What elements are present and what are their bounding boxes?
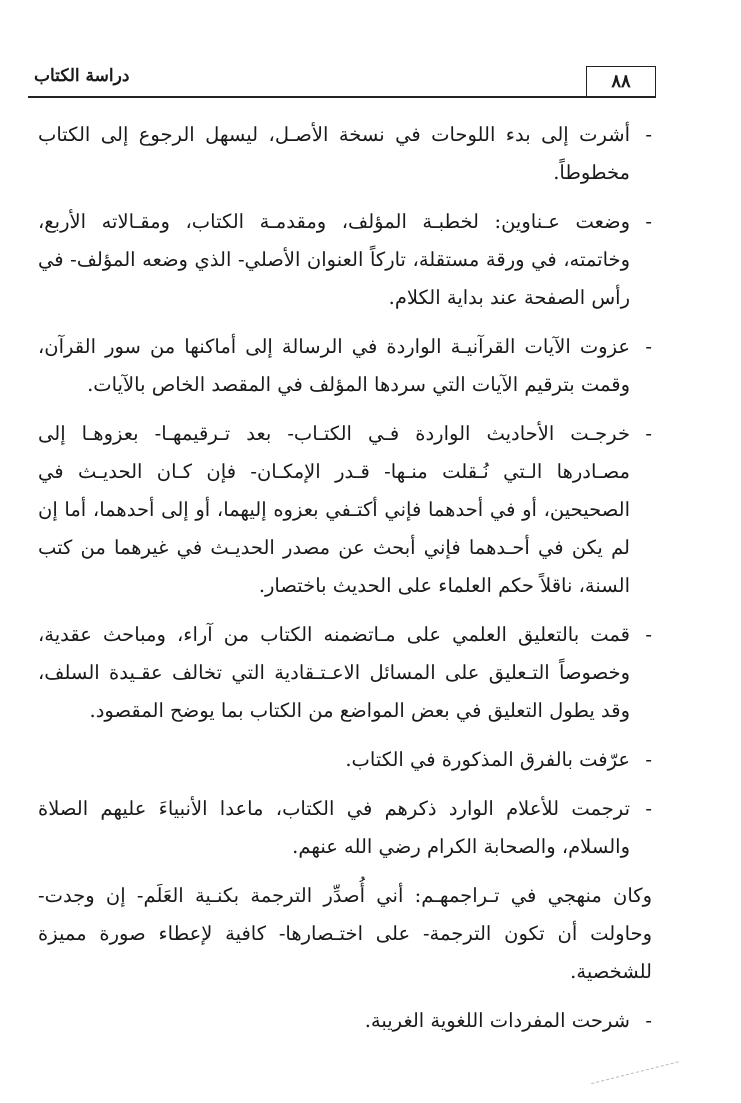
paragraph-item bbox=[38, 1002, 652, 1040]
paragraph-text: خرجـت الأحاديث الواردة فـي الكتـاب- بعد تـرقيمهـا- بعزوهـا إلى مصـادرها الـتي نُـقلت منـها- قـدر الإمكـان- فإن كـان الحديـث في الصحيحين، أو في أحدهما فإني أكتـفي بعزوه إليهما، أو إلى أحدهما، أما إن لم يكن في أحـدهما فإني أبحث عن مصدر الحديـث في غيرهما من كتب السنة، ناقلاً حكم العلماء على الحديث باختصار. bbox=[38, 422, 630, 597]
paragraph-item bbox=[38, 616, 652, 730]
body-text bbox=[38, 116, 652, 1051]
bullet-dash: - bbox=[645, 335, 652, 358]
paragraph-text: أشرت إلى بدء اللوحات في نسخة الأصـل، ليسهل الرجوع إلى الكتاب مخطوطاً. bbox=[38, 123, 630, 184]
scan-mark bbox=[591, 1061, 683, 1103]
paragraph-item bbox=[38, 203, 652, 317]
running-title: دراسة الكتاب bbox=[34, 66, 130, 86]
bullet-dash: - bbox=[645, 623, 652, 646]
bullet-dash: - bbox=[645, 1009, 652, 1032]
paragraph-text: وضعت عـناوين: لخطبـة المؤلف، ومقدمـة الكتاب، ومقـالاته الأربع، وخاتمته، في ورقة مستقلة، تاركاً العنوان الأصلي- الذي وضعه المؤلف- في رأس الصفحة عند بداية الكلام. bbox=[38, 210, 630, 309]
bullet-dash: - bbox=[645, 797, 652, 820]
paragraph-text: قمت بالتعليق العلمي على مـاتضمنه الكتاب من آراء، ومباحث عقدية، وخصوصاً التـعليق على المسائل الاعـتـقادية التي تخالف عقـيدة السلف، وقد يطول التعليق في بعض المواضع من الكتاب بما يوضح المقصود. bbox=[38, 623, 630, 722]
paragraph-item bbox=[38, 790, 652, 866]
paragraph-item bbox=[38, 116, 652, 192]
paragraph-text: ترجمت للأعلام الوارد ذكرهم في الكتاب، ماعدا الأنبياءَ عليهم الصلاة والسلام، والصحابة الكرام رضي الله عنهم. bbox=[38, 797, 630, 858]
paragraph-text: عرّفت بالفرق المذكورة في الكتاب. bbox=[345, 748, 630, 771]
bullet-dash: - bbox=[645, 210, 652, 233]
paragraph-item bbox=[38, 741, 652, 779]
paragraph-text: عزوت الآيات القرآنيـة الواردة في الرسالة إلى أماكنها من سور القرآن، وقمت بترقيم الآيات التي سردها المؤلف في المقصد الخاص بالآيات. bbox=[38, 335, 630, 396]
header-rule bbox=[28, 96, 656, 98]
page-number: ٨٨ bbox=[586, 66, 656, 97]
paragraph-text: شرحت المفردات اللغوية الغريبة. bbox=[364, 1009, 630, 1032]
bullet-dash: - bbox=[645, 422, 652, 445]
page-header bbox=[28, 60, 656, 104]
bullet-dash: - bbox=[645, 123, 652, 146]
paragraph-item bbox=[38, 328, 652, 404]
bullet-dash: - bbox=[645, 748, 652, 771]
paragraph-continuation bbox=[38, 877, 652, 991]
paragraph-item bbox=[38, 415, 652, 605]
paragraph-text: وكان منهجي في تـراجمهـم: أني أُصدِّر الترجمة بكنـية العَلَم- إن وجدت- وحاولت أن تكون الترجمة- على اختـصارها- كافية لإعطاء صورة مميزة للشخصية. bbox=[38, 884, 652, 983]
